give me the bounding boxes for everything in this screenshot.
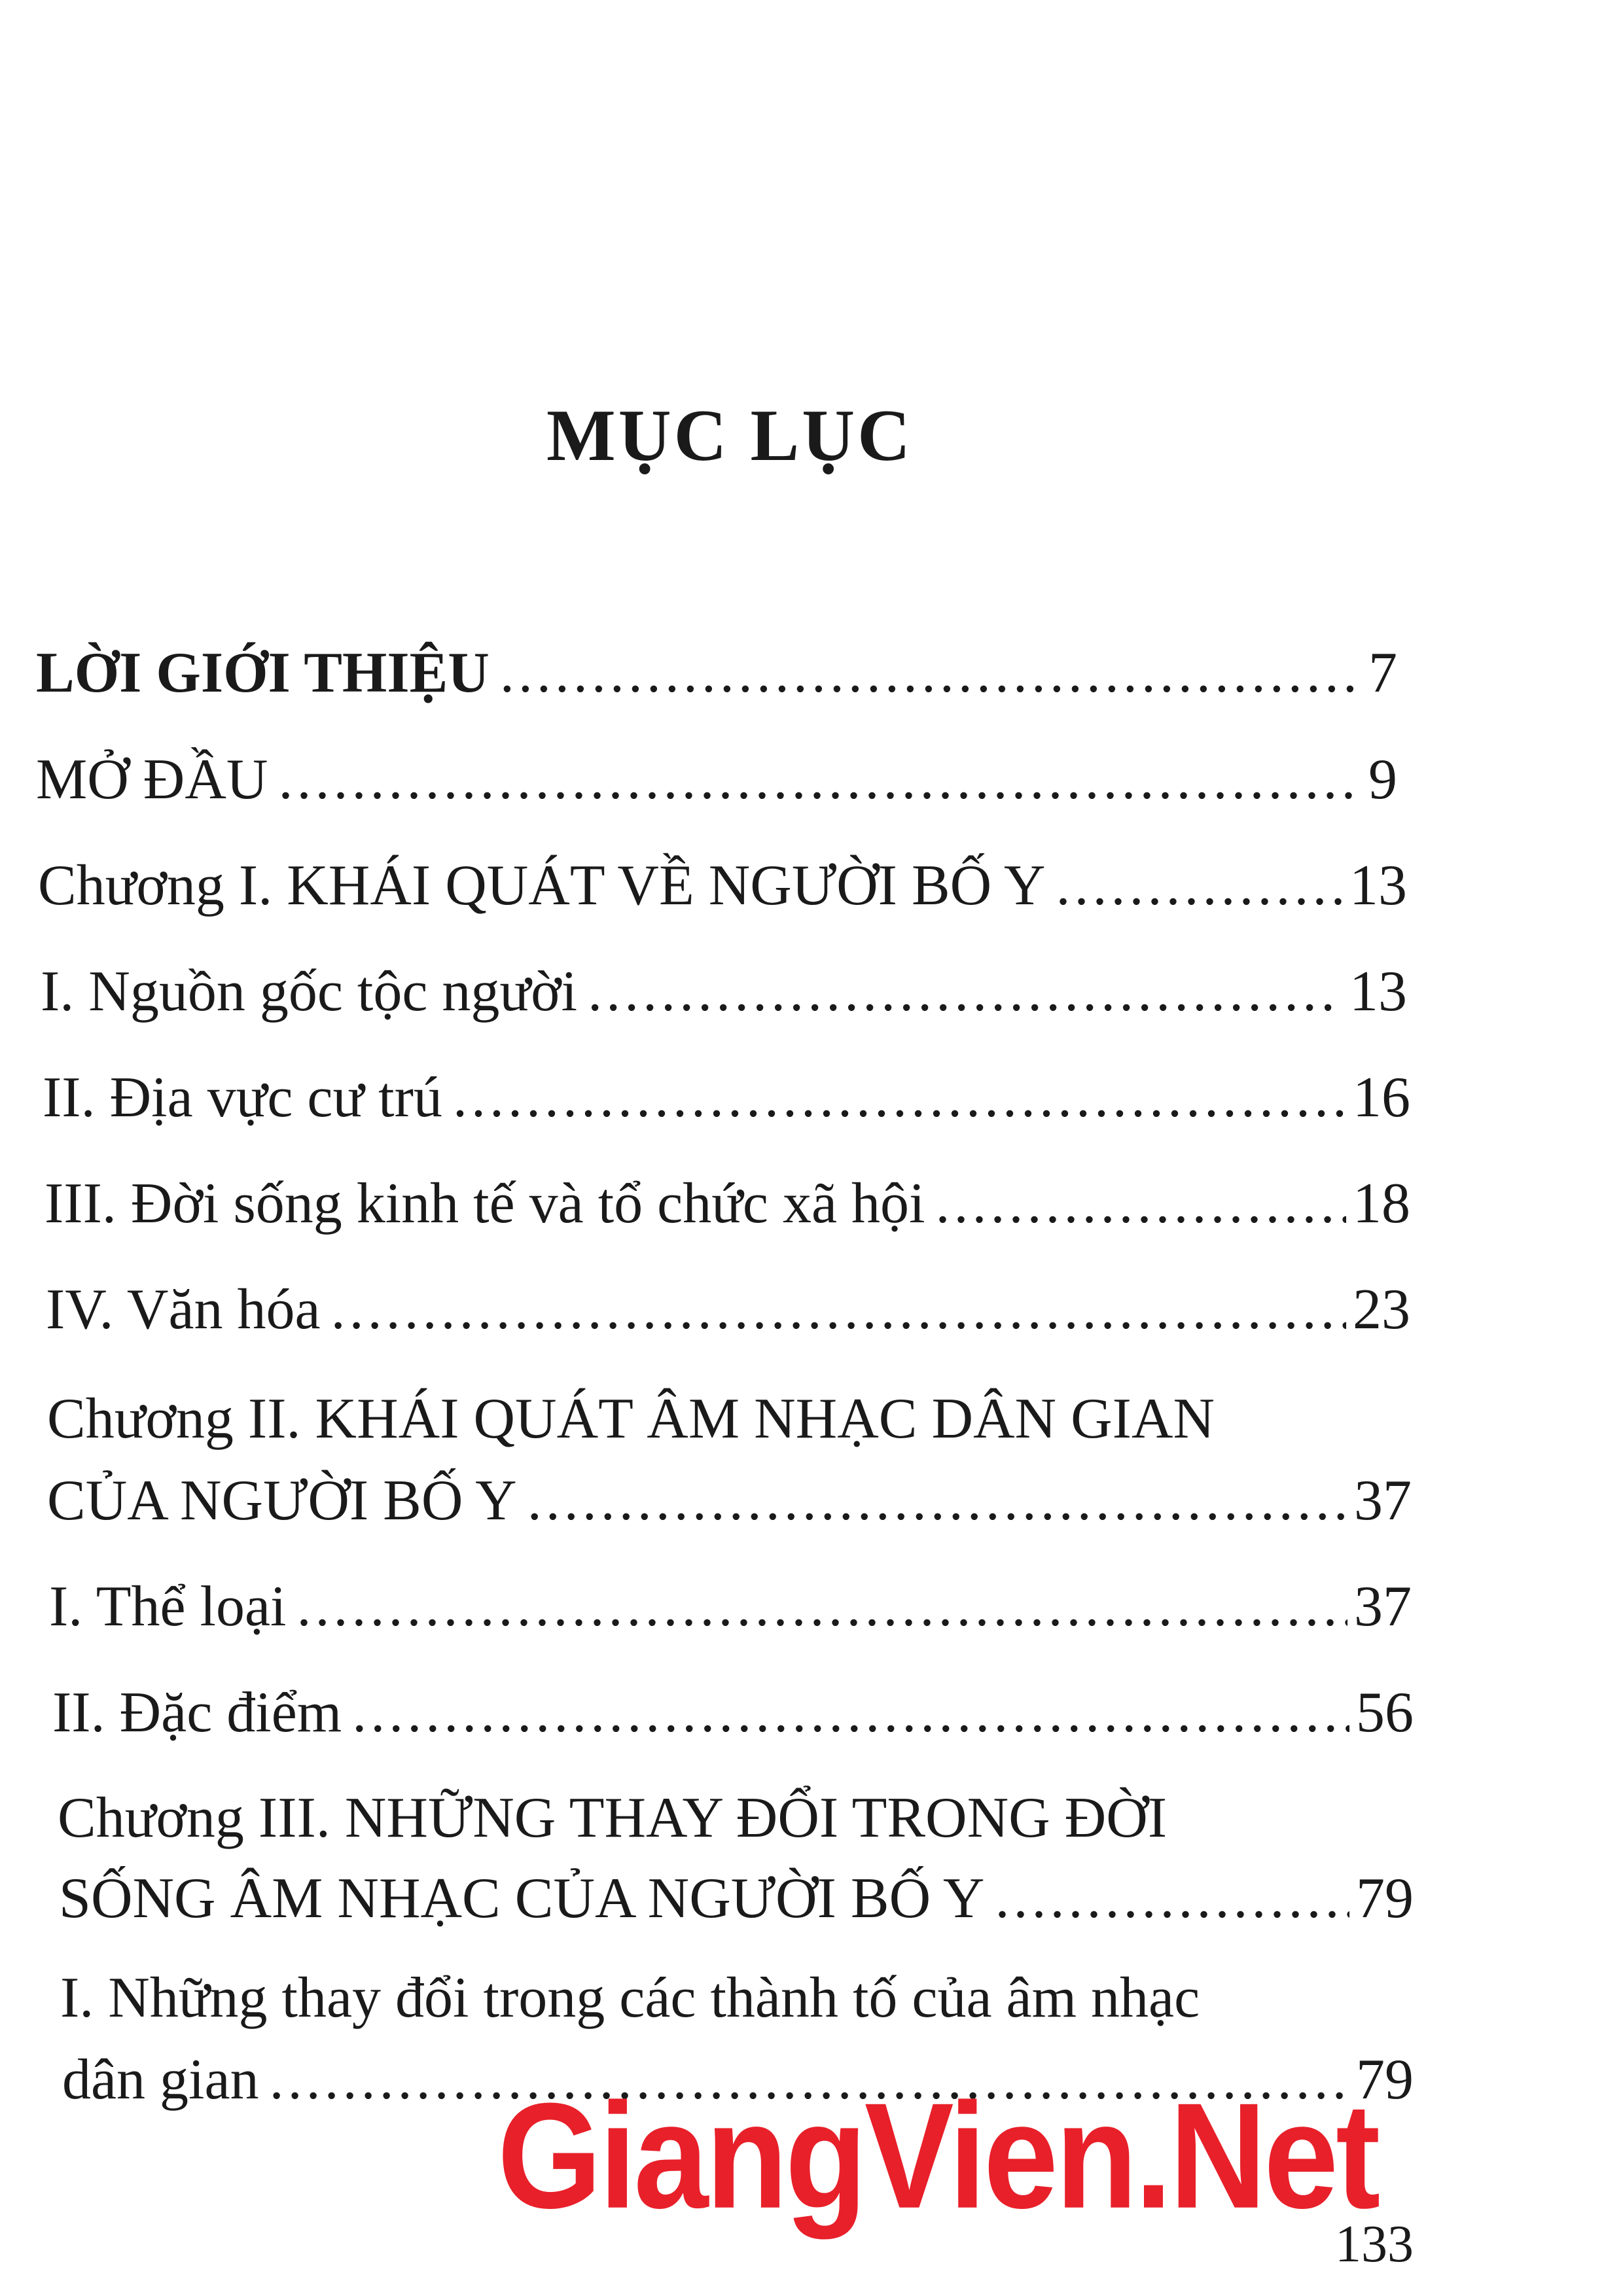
dot-leader <box>935 1175 1346 1233</box>
toc-entry-title-line: Chương II. KHÁI QUÁT ÂM NHẠC DÂN GIAN <box>47 1387 1215 1451</box>
dot-leader <box>500 645 1362 702</box>
toc-entry-page: 13 <box>1349 854 1407 917</box>
toc-entry-page: 9 <box>1368 748 1397 811</box>
dot-leader <box>995 1870 1349 1928</box>
dot-leader <box>453 1069 1346 1127</box>
toc-entry-title-line: I. Những thay đổi trong các thành tố của âm nhạc <box>60 1966 1200 2030</box>
toc-entry-page: 56 <box>1356 1681 1414 1744</box>
toc-entry-page: 37 <box>1354 1469 1412 1532</box>
dot-leader <box>296 1578 1347 1636</box>
toc-entry-title: I. Thể loại <box>49 1575 287 1638</box>
toc-entry-title: II. Đặc điểm <box>52 1681 342 1744</box>
dot-leader <box>1056 857 1343 915</box>
toc-entry-title: CỦA NGƯỜI BỐ Y <box>47 1469 517 1532</box>
toc-entry-title: I. Nguồn gốc tộc người <box>41 960 578 1023</box>
dot-leader <box>352 1684 1349 1742</box>
toc-entry-title: III. Đời sống kinh tế và tổ chức xã hội <box>45 1172 925 1235</box>
page-number: 133 <box>1335 2216 1414 2273</box>
toc-entry-page: 37 <box>1354 1575 1412 1638</box>
toc-entry-title: Chương I. KHÁI QUÁT VỀ NGƯỜI BỐ Y <box>38 854 1046 917</box>
toc-entry-title: SỐNG ÂM NHẠC CỦA NGƯỜI BỐ Y <box>59 1867 985 1930</box>
dot-leader <box>278 751 1362 809</box>
watermark-logo: GiangVien.Net <box>497 2072 1378 2240</box>
toc-entry-title: LỜI GIỚI THIỆU <box>36 641 490 705</box>
page-title: MỤC LỤC <box>546 395 913 476</box>
toc-entry-page: 23 <box>1353 1278 1410 1341</box>
toc-entry-page: 7 <box>1368 641 1397 705</box>
toc-entry-page: 79 <box>1356 2048 1414 2111</box>
toc-entry-title: II. Địa vực cư trú <box>43 1066 442 1129</box>
dot-leader <box>588 963 1343 1021</box>
toc-entry-page: 13 <box>1349 960 1407 1023</box>
dot-leader <box>527 1472 1347 1530</box>
toc-entry-page: 18 <box>1353 1172 1410 1235</box>
toc-entry-title: IV. Văn hóa <box>46 1278 321 1341</box>
dot-leader <box>331 1281 1346 1339</box>
toc-entry-page: 16 <box>1353 1066 1410 1129</box>
toc-entry-title: dân gian <box>62 2048 259 2111</box>
toc-entry-page: 79 <box>1356 1867 1414 1930</box>
toc-entry-title-line: Chương III. NHỮNG THAY ĐỔI TRONG ĐỜI <box>58 1786 1168 1850</box>
toc-entry-title: MỞ ĐẦU <box>36 748 268 811</box>
